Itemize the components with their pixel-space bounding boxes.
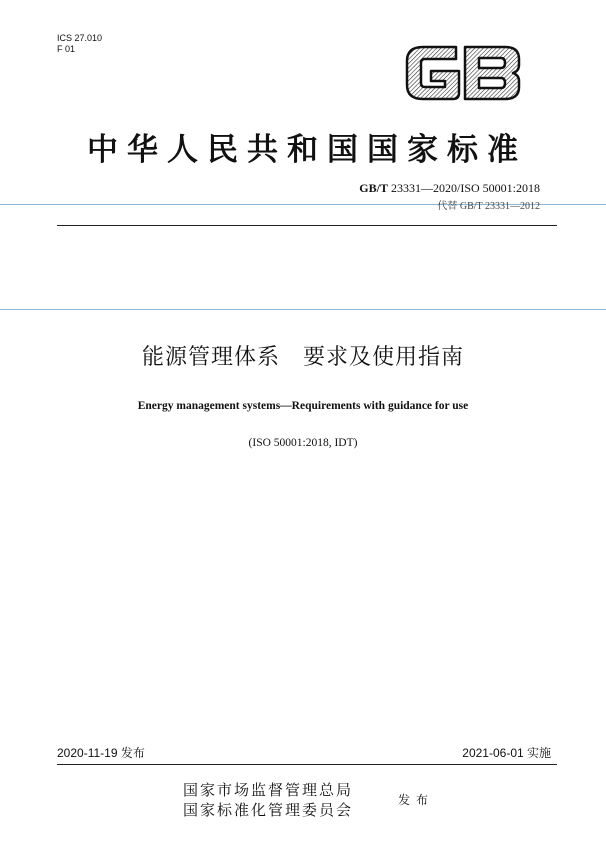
gb-logo-icon bbox=[401, 41, 525, 105]
equivalence-note: (ISO 50001:2018, IDT) bbox=[248, 437, 358, 449]
ics-code: ICS 27.010 bbox=[57, 33, 103, 43]
issuer-sac: 国家标准化管理委员会 bbox=[183, 801, 354, 819]
publish-label: 发布 bbox=[398, 793, 435, 807]
standard-code-prefix: GB/T bbox=[359, 181, 388, 195]
issuing-authorities bbox=[183, 780, 353, 820]
ccs-code: F 01 bbox=[57, 44, 76, 54]
english-title: Energy management systems—Requirements with guidance for use bbox=[137, 400, 469, 412]
footer-divider bbox=[57, 764, 557, 765]
classification-codes bbox=[57, 33, 102, 55]
standard-number bbox=[359, 181, 540, 196]
publish-date: 2020-11-19 发布 bbox=[57, 746, 145, 760]
effective-date: 2021-06-01 实施 bbox=[462, 746, 551, 760]
standard-code-number: 23331—2020/ISO 50001:2018 bbox=[390, 181, 540, 195]
title-divider-blue bbox=[0, 309, 606, 310]
replaces-note: 代替 GB/T 23331—2012 bbox=[437, 201, 540, 212]
national-standard-title: 中华人民共和国国家标准 bbox=[87, 132, 527, 168]
chinese-title: 能源管理体系 要求及使用指南 bbox=[141, 345, 464, 370]
header-divider-black bbox=[57, 225, 557, 226]
issuer-samr: 国家市场监督管理总局 bbox=[183, 781, 354, 799]
